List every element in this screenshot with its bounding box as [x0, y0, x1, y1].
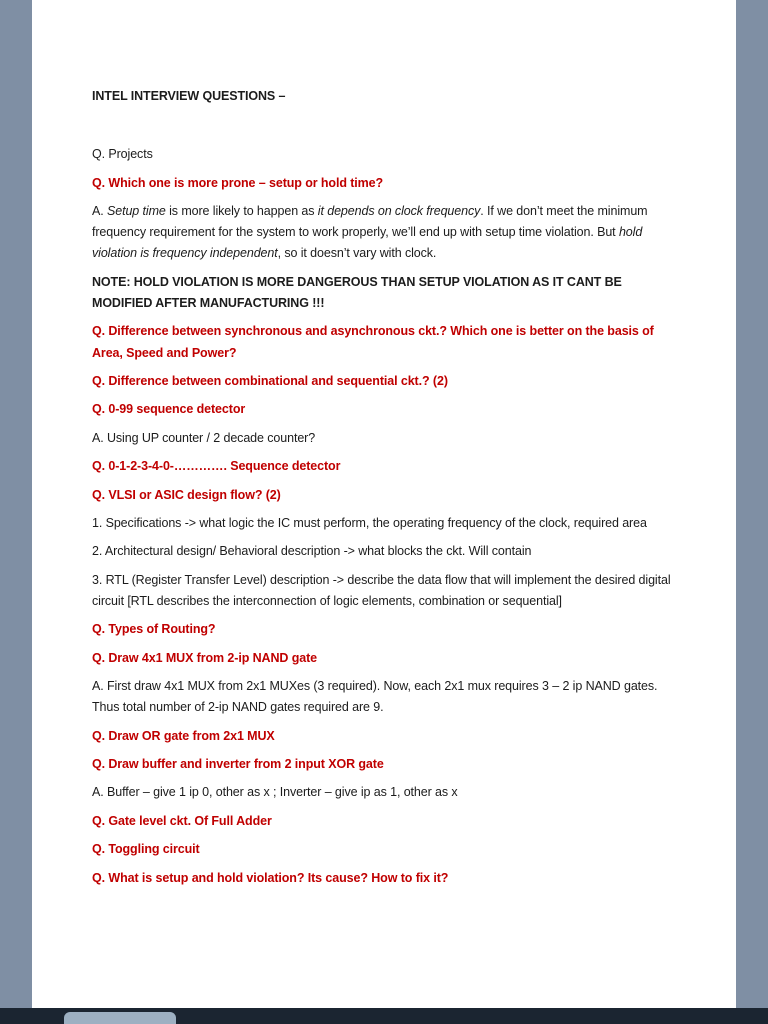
note-paragraph: [92, 272, 676, 314]
footer-sheet-handle[interactable]: [64, 1012, 176, 1024]
question-paragraph: [92, 173, 676, 194]
text-paragraph: [92, 513, 676, 534]
text-run: hold violation is frequency independent: [92, 225, 643, 261]
text-run: Q. What is setup and hold violation? Its cause? How to fix it?: [92, 870, 449, 885]
text-run: NOTE: HOLD VIOLATION IS MORE DANGEROUS THAN SETUP VIOLATION AS IT CANT BE MODIFIED AFTER MANUFACTURING !!!: [92, 274, 622, 310]
text-paragraph: [92, 201, 676, 265]
text-run: Q. Draw buffer and inverter from 2 input XOR gate: [92, 757, 384, 772]
question-paragraph: [92, 321, 676, 363]
text-run: , so it doesn’t vary with clock.: [277, 246, 437, 261]
text-run: 2. Architectural design/ Behavioral description -> what blocks the ckt. Will contain: [92, 544, 532, 559]
question-paragraph: [92, 726, 676, 747]
text-run: Q. Toggling circuit: [92, 842, 200, 857]
viewer-footer-bar: [0, 1008, 768, 1024]
question-paragraph: [92, 868, 676, 889]
question-paragraph: [92, 399, 676, 420]
question-paragraph: [92, 371, 676, 392]
text-run: 3. RTL (Register Transfer Level) description -> describe the data flow that will implement the desired digital circuit [RTL describes the interconnection of logic elements, combination or sequential]: [92, 572, 671, 608]
text-paragraph: [92, 782, 676, 803]
text-paragraph: [92, 570, 676, 612]
text-run: Q. VLSI or ASIC design flow? (2): [92, 487, 281, 502]
text-run: Q. 0-1-2-3-4-0-…………. Sequence detector: [92, 459, 341, 474]
text-run: Q. Gate level ckt. Of Full Adder: [92, 813, 272, 828]
text-run: it depends on clock frequency: [317, 203, 481, 218]
question-paragraph: [92, 648, 676, 669]
question-paragraph: [92, 839, 676, 860]
text-run: Q. Difference between combinational and sequential ckt.? (2): [92, 373, 448, 388]
document-page: [32, 0, 736, 1008]
text-run: A. Using UP counter / 2 decade counter?: [92, 430, 316, 445]
text-paragraph: [92, 676, 676, 718]
text-run: A. First draw 4x1 MUX from 2x1 MUXes (3 required). Now, each 2x1 mux requires 3 – 2 ip NAND gates. Thus total number of 2-ip NAND gates required are 9.: [92, 679, 658, 715]
text-run: Q. 0-99 sequence detector: [92, 402, 246, 417]
text-run: A. Buffer – give 1 ip 0, other as x ; Inverter – give ip as 1, other as x: [92, 785, 458, 800]
text-paragraph: [92, 541, 676, 562]
document-body: [92, 144, 676, 889]
text-run: Q. Difference between synchronous and asynchronous ckt.? Which one is better on the basis of Area, Speed and Power?: [92, 324, 654, 360]
document-content: [92, 86, 676, 889]
question-paragraph: [92, 456, 676, 477]
question-paragraph: [92, 619, 676, 640]
text-run: A.: [92, 203, 107, 218]
text-run: . If we don’t meet the minimum frequency requirement for the system to work properly, we’ll end up with setup time violation. But: [92, 203, 648, 240]
text-run: Q. Draw OR gate from 2x1 MUX: [92, 728, 275, 743]
text-run: is more likely to happen as: [165, 203, 318, 218]
document-title: INTEL INTERVIEW QUESTIONS –: [92, 89, 286, 103]
question-paragraph: [92, 811, 676, 832]
question-paragraph: [92, 754, 676, 775]
text-run: Q. Projects: [92, 147, 153, 162]
text-run: Q. Which one is more prone – setup or hold time?: [92, 175, 384, 190]
text-run: Q. Draw 4x1 MUX from 2-ip NAND gate: [92, 650, 318, 665]
text-run: Q. Types of Routing?: [92, 622, 216, 637]
text-paragraph: [92, 144, 676, 165]
text-run: 1. Specifications -> what logic the IC must perform, the operating frequency of the clock, required area: [92, 515, 647, 530]
question-paragraph: [92, 485, 676, 506]
text-paragraph: [92, 428, 676, 449]
text-run: Setup time: [106, 203, 166, 218]
